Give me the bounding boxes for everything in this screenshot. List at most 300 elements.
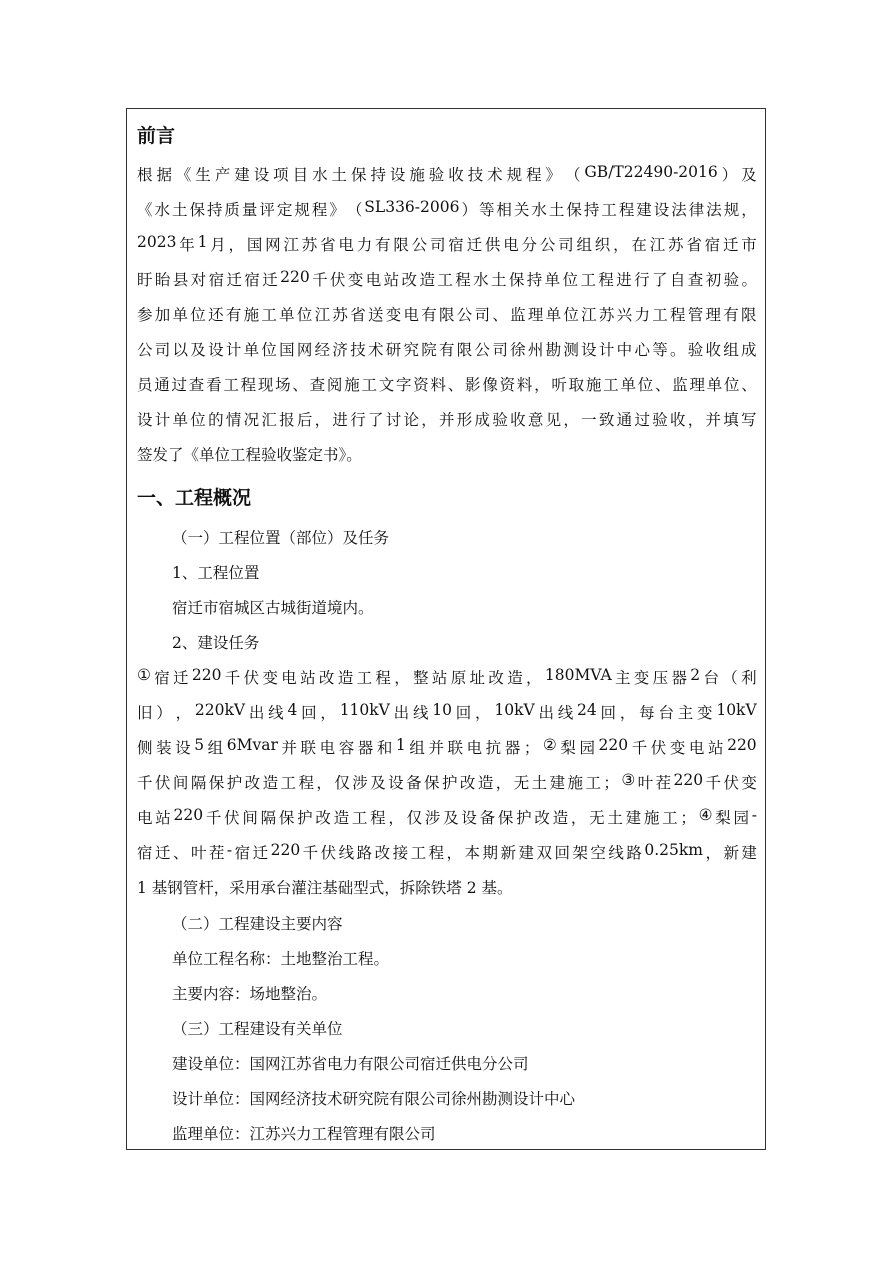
text-fragment: 供 [484, 236, 501, 254]
text-fragment: 宿 [244, 271, 260, 289]
text-fragment: 工 [280, 774, 297, 792]
overview-heading: 一、工程概况 [137, 487, 252, 509]
text-fragment: 限 [439, 306, 455, 324]
text-fragment: （ [722, 669, 738, 687]
text-fragment: 回 [301, 704, 317, 722]
text-fragment: 迁 [173, 669, 189, 687]
text-fragment: 设 [175, 739, 191, 757]
text-fragment: 苏 [332, 306, 348, 324]
text-fragment: 并 [439, 411, 455, 429]
text-fragment: 员 [137, 376, 153, 394]
text-fragment: 变 [633, 669, 650, 687]
text-fragment: 工 [361, 376, 377, 394]
text-fragment: 伏 [723, 774, 739, 792]
text-fragment: 苏 [301, 236, 318, 254]
text-fragment: 宿 [154, 669, 170, 687]
task-line [137, 806, 757, 828]
text-fragment: ， [314, 411, 331, 429]
text-fragment: 兴 [616, 306, 633, 324]
text-fragment: 及 [370, 774, 386, 792]
text-fragment: ， [388, 809, 404, 827]
text-fragment: ， [570, 809, 587, 827]
text-fragment: 司 [558, 236, 574, 254]
text-fragment: 1 [395, 736, 406, 754]
text-fragment: 、 [172, 844, 189, 862]
text-fragment: 设 [208, 341, 224, 359]
text-fragment: 设 [253, 166, 270, 184]
text-fragment: ） [721, 166, 738, 184]
text-fragment: 收 [510, 411, 526, 429]
text-fragment: 限 [741, 306, 757, 324]
text-fragment: 施 [643, 809, 660, 827]
text-fragment: ， [495, 774, 512, 792]
item-location-text: 宿迁市宿城区古城街道境内。 [172, 599, 374, 617]
text-fragment: 宿 [234, 844, 251, 862]
text-fragment: 济 [332, 341, 348, 359]
text-fragment: 参 [137, 306, 153, 324]
text-fragment: ， [394, 669, 410, 687]
text-fragment: 间 [172, 774, 189, 792]
text-fragment: 迁 [466, 236, 483, 254]
text-fragment: 盱 [137, 271, 153, 289]
text-fragment: 后 [296, 411, 313, 429]
text-fragment: 法 [671, 201, 687, 219]
text-fragment: 场 [275, 376, 291, 394]
item-location-title: 1、工程位置 [172, 564, 260, 582]
text-fragment: 江 [649, 236, 666, 254]
text-fragment: 设 [137, 411, 153, 429]
text-fragment: ， [316, 774, 332, 792]
text-fragment: 省 [686, 236, 702, 254]
text-fragment: 220kV [194, 701, 246, 719]
text-fragment: 况 [243, 411, 260, 429]
text-fragment: 组 [207, 739, 224, 757]
text-fragment: 验 [652, 411, 668, 429]
section-location-tasks: （一）工程位置（部位）及任务 [172, 529, 390, 547]
text-fragment: 持 [206, 201, 223, 219]
text-fragment: ， [228, 236, 245, 254]
text-fragment: 工 [437, 271, 453, 289]
text-fragment: ， [705, 844, 721, 862]
text-fragment: GB/T22490-2016 [584, 163, 718, 181]
text-fragment: 回 [455, 704, 472, 722]
text-fragment: 关 [513, 201, 530, 219]
text-fragment: 千 [302, 844, 319, 862]
text-fragment: 电 [137, 809, 153, 827]
text-fragment: 保 [208, 774, 225, 792]
text-fragment: 变 [697, 704, 713, 722]
text-fragment: 器 [357, 739, 374, 757]
main-content-text: 主要内容：场地整治。 [172, 985, 328, 1003]
text-fragment: 位 [562, 271, 579, 289]
text-fragment: 抗 [485, 739, 502, 757]
preface-line [137, 163, 757, 185]
text-fragment: 、 [447, 376, 464, 394]
text-fragment: 收 [669, 411, 686, 429]
text-fragment: 资 [499, 376, 516, 394]
text-fragment: 期 [482, 844, 499, 862]
text-fragment: 规 [294, 201, 310, 219]
text-fragment: 伏 [320, 844, 337, 862]
text-fragment: 造 [507, 669, 523, 687]
text-fragment: 公 [137, 341, 153, 359]
text-fragment: 园 [579, 739, 595, 757]
text-fragment: 线 [557, 704, 574, 722]
text-fragment: 站 [383, 271, 400, 289]
text-fragment: 讨 [385, 411, 402, 429]
text-fragment: 初 [705, 271, 722, 289]
text-fragment: 迁 [226, 271, 242, 289]
text-fragment: 限 [393, 236, 409, 254]
text-fragment: ； [603, 774, 619, 792]
text-fragment: 过 [634, 411, 650, 429]
text-fragment: 报 [279, 411, 295, 429]
text-fragment: 迁 [262, 271, 278, 289]
text-fragment: 改 [315, 809, 331, 827]
text-fragment: 验 [723, 271, 740, 289]
text-fragment: 有 [375, 236, 391, 254]
text-fragment: 造 [419, 271, 435, 289]
text-fragment: 保 [508, 271, 525, 289]
text-fragment: 出 [248, 704, 265, 722]
text-fragment: 料 [516, 376, 533, 394]
text-fragment: 徐 [510, 341, 526, 359]
text-fragment: 台 [658, 704, 674, 722]
text-fragment: 护 [516, 809, 532, 827]
text-fragment: 通 [616, 411, 633, 429]
text-fragment: 改 [244, 774, 261, 792]
text-fragment: 查 [188, 376, 205, 394]
text-fragment: 220 [191, 666, 222, 684]
text-fragment: 保 [350, 166, 367, 184]
unit-project-name: 单位工程名称：土地整治工程。 [172, 950, 390, 968]
text-fragment: ） [461, 201, 477, 219]
text-fragment: 验 [687, 341, 704, 359]
text-fragment: 千 [312, 271, 328, 289]
task-line [137, 736, 757, 758]
text-fragment: 工 [351, 809, 368, 827]
text-fragment: 国 [279, 341, 295, 359]
text-fragment: 理 [689, 376, 706, 394]
text-fragment: 千 [224, 669, 241, 687]
text-fragment: 变 [347, 271, 364, 289]
text-fragment: 程 [375, 669, 391, 687]
text-fragment: 利 [741, 669, 757, 687]
text-fragment: 字 [395, 376, 412, 394]
text-fragment: 有 [225, 306, 242, 324]
text-fragment: 水 [312, 166, 328, 184]
text-fragment: 伏 [329, 271, 346, 289]
text-fragment: 址 [469, 669, 486, 687]
text-fragment: 回 [554, 844, 570, 862]
text-fragment: 220 [270, 841, 301, 859]
text-fragment: 单 [279, 306, 295, 324]
text-fragment: 旧 [137, 704, 153, 722]
text-fragment: 无 [589, 809, 605, 827]
text-fragment: 整 [413, 669, 429, 687]
text-fragment: 出 [393, 704, 410, 722]
text-fragment: 110kV [339, 701, 390, 719]
text-fragment: 、 [741, 376, 757, 394]
text-fragment: 填 [723, 411, 739, 429]
text-fragment: 以 [172, 341, 189, 359]
text-fragment: ① [137, 666, 151, 684]
text-fragment: 分 [521, 236, 538, 254]
text-fragment: 路 [626, 844, 642, 862]
text-fragment: 隔 [190, 774, 207, 792]
text-fragment: 程 [669, 306, 686, 324]
text-fragment: 验 [428, 166, 445, 184]
text-fragment: 致 [598, 411, 615, 429]
text-fragment: 力 [356, 236, 373, 254]
text-fragment: 建 [234, 166, 250, 184]
text-fragment: 水 [154, 201, 170, 219]
text-fragment: 24 [577, 701, 597, 719]
text-fragment: 司 [492, 341, 508, 359]
text-fragment: 眙 [154, 271, 171, 289]
text-fragment: 伏 [224, 809, 240, 827]
text-fragment: 江 [283, 236, 299, 254]
text-fragment: 架 [572, 844, 588, 862]
text-fragment: 形 [456, 411, 473, 429]
text-fragment: 过 [171, 376, 188, 394]
text-fragment: - [751, 806, 757, 824]
text-fragment: 新 [500, 844, 517, 862]
text-fragment: ， [619, 704, 636, 722]
text-fragment: 位 [563, 306, 579, 324]
text-fragment: 收 [448, 166, 464, 184]
text-fragment: 电 [365, 271, 382, 289]
text-fragment: 江 [581, 306, 597, 324]
text-fragment: ， [741, 201, 757, 219]
text-fragment: 工 [410, 844, 427, 862]
task-line [137, 701, 757, 723]
text-fragment: 根 [137, 166, 153, 184]
section-main-content: （二）工程建设主要内容 [172, 915, 343, 933]
text-fragment: 产 [214, 166, 231, 184]
text-fragment: ， [563, 411, 579, 429]
text-fragment: 器 [671, 669, 687, 687]
text-fragment: 程 [618, 201, 635, 219]
text-fragment: 4 [287, 701, 298, 719]
text-fragment: 并 [428, 739, 444, 757]
text-fragment: 压 [652, 669, 669, 687]
text-fragment: 司 [154, 341, 171, 359]
text-fragment: ， [475, 704, 491, 722]
item-tasks-title: 2、建设任务 [172, 634, 260, 652]
text-fragment: 看 [206, 376, 222, 394]
text-fragment: 施 [567, 774, 584, 792]
text-fragment: 设 [388, 774, 404, 792]
text-fragment: 0.25km [644, 841, 703, 859]
text-fragment: 2023 [137, 233, 177, 251]
text-fragment: 及 [741, 166, 757, 184]
text-fragment: 有 [723, 306, 739, 324]
text-fragment: （ [564, 166, 581, 184]
text-fragment: 工 [356, 669, 373, 687]
text-fragment: 》 [545, 166, 562, 184]
text-fragment: 10kV [716, 701, 757, 719]
text-fragment: 影 [465, 376, 481, 394]
text-fragment: 建 [741, 844, 757, 862]
preface-line [137, 408, 757, 430]
text-fragment: 位 [637, 376, 654, 394]
preface-line [137, 338, 757, 360]
text-fragment: 工 [652, 306, 668, 324]
text-fragment: 宿 [137, 844, 153, 862]
text-fragment: 、 [654, 376, 671, 394]
text-fragment: 线 [338, 844, 355, 862]
text-fragment: 成 [474, 411, 491, 429]
task-line [137, 841, 757, 863]
text-fragment: 联 [300, 739, 317, 757]
text-fragment: 对 [190, 271, 207, 289]
text-fragment: 程 [598, 271, 614, 289]
text-fragment: 了 [367, 411, 384, 429]
text-fragment: 据 [156, 166, 172, 184]
text-fragment: 造 [477, 774, 494, 792]
text-fragment: 千 [705, 774, 722, 792]
text-fragment: 电 [688, 739, 705, 757]
text-fragment: 土 [548, 201, 565, 219]
text-fragment: 1 [197, 233, 208, 251]
text-fragment: 的 [208, 411, 224, 429]
text-fragment: 6Mvar [226, 736, 278, 754]
text-fragment: 保 [189, 201, 205, 219]
text-fragment: 改 [318, 669, 335, 687]
text-fragment: 水 [531, 201, 547, 219]
text-fragment: 造 [337, 669, 354, 687]
text-fragment: 本 [464, 844, 481, 862]
text-fragment: 公 [474, 341, 491, 359]
text-fragment: 苏 [598, 306, 615, 324]
text-fragment: 公 [539, 236, 556, 254]
text-fragment: 仅 [334, 774, 350, 792]
text-fragment: 新 [723, 844, 739, 862]
text-fragment: 护 [297, 809, 313, 827]
text-fragment: 州 [527, 341, 544, 359]
text-fragment: 等 [652, 341, 668, 359]
text-fragment: 叶 [637, 774, 654, 792]
text-fragment: 改 [488, 669, 504, 687]
text-fragment: 迁 [722, 236, 739, 254]
text-fragment: 10 [432, 701, 452, 719]
text-fragment: 月 [210, 236, 226, 254]
text-fragment: 千 [205, 809, 222, 827]
text-fragment: 2 [690, 666, 701, 684]
text-fragment: 持 [526, 271, 543, 289]
text-fragment: 术 [367, 341, 384, 359]
text-fragment: 现 [257, 376, 274, 394]
text-fragment: 220 [280, 268, 310, 286]
text-fragment: 侧 [137, 739, 153, 757]
text-fragment: 年 [179, 236, 195, 254]
text-fragment: 位 [190, 411, 206, 429]
preface-line [137, 373, 757, 395]
text-fragment: 电 [466, 739, 483, 757]
text-fragment: 仅 [406, 809, 423, 827]
text-fragment: 程 [526, 166, 542, 184]
text-fragment: 伏 [243, 669, 260, 687]
text-fragment: 计 [598, 341, 615, 359]
text-fragment: 建 [518, 844, 534, 862]
text-fragment: 单 [172, 306, 189, 324]
text-fragment: 一 [581, 411, 597, 429]
text-fragment: 程 [298, 774, 314, 792]
text-fragment: 程 [370, 809, 386, 827]
text-fragment: 监 [672, 376, 688, 394]
text-fragment: 取 [568, 376, 585, 394]
text-fragment: 宿 [208, 271, 225, 289]
text-fragment: 设 [653, 201, 670, 219]
text-fragment: ， [687, 411, 704, 429]
text-fragment: 间 [242, 809, 258, 827]
construction-unit: 建设单位：国网江苏省电力有限公司宿迁供电分公司 [172, 1055, 529, 1073]
text-fragment: 量 [241, 201, 258, 219]
text-fragment: ， [320, 704, 336, 722]
text-fragment: 宿 [704, 236, 721, 254]
text-fragment: 文 [378, 376, 395, 394]
text-fragment: 土 [491, 271, 507, 289]
text-fragment: 电 [281, 669, 297, 687]
text-fragment: 并 [705, 411, 722, 429]
text-fragment: 阅 [326, 376, 343, 394]
text-fragment: 建 [625, 809, 642, 827]
text-fragment: 管 [687, 306, 704, 324]
task-line [137, 666, 757, 688]
text-fragment: 料 [430, 376, 447, 394]
text-fragment: 原 [450, 669, 467, 687]
preface-heading: 前言 [137, 125, 176, 147]
text-fragment: 伏 [650, 739, 667, 757]
text-fragment: 220 [673, 771, 704, 789]
text-fragment: 组 [723, 341, 739, 359]
text-fragment: 单 [544, 271, 561, 289]
text-fragment: 意 [527, 411, 544, 429]
text-fragment: 线 [608, 844, 624, 862]
text-fragment: 回 [600, 704, 617, 722]
text-fragment: 土 [171, 201, 188, 219]
text-fragment: 伏 [154, 774, 171, 792]
section-related-units: （三）工程建设有关单位 [172, 1020, 343, 1038]
text-fragment: 《 [175, 166, 192, 184]
text-fragment: 施 [585, 376, 602, 394]
design-unit: 设计单位：国网经济技术研究院有限公司徐州勘测设计中心 [172, 1090, 576, 1108]
text-fragment: ， [446, 844, 463, 862]
text-fragment: 市 [741, 236, 757, 254]
text-fragment: 行 [634, 271, 650, 289]
text-fragment: 《 [137, 201, 153, 219]
text-fragment: 迁 [154, 844, 171, 862]
text-fragment: 有 [421, 306, 437, 324]
text-fragment: 单 [172, 411, 189, 429]
text-fragment: 主 [614, 669, 631, 687]
text-fragment: 成 [741, 341, 757, 359]
text-fragment: 位 [261, 341, 277, 359]
text-fragment: 。 [669, 341, 686, 359]
text-fragment: 进 [616, 271, 632, 289]
text-fragment: 技 [467, 166, 484, 184]
text-fragment: 织 [594, 236, 611, 254]
text-fragment: 台 [703, 669, 719, 687]
text-fragment: 单 [620, 376, 636, 394]
text-fragment: 工 [223, 376, 239, 394]
text-fragment: 院 [421, 341, 437, 359]
text-fragment: 220 [173, 806, 204, 824]
text-fragment: 站 [300, 669, 316, 687]
text-fragment: 》 [329, 201, 345, 219]
text-fragment: 建 [636, 201, 652, 219]
